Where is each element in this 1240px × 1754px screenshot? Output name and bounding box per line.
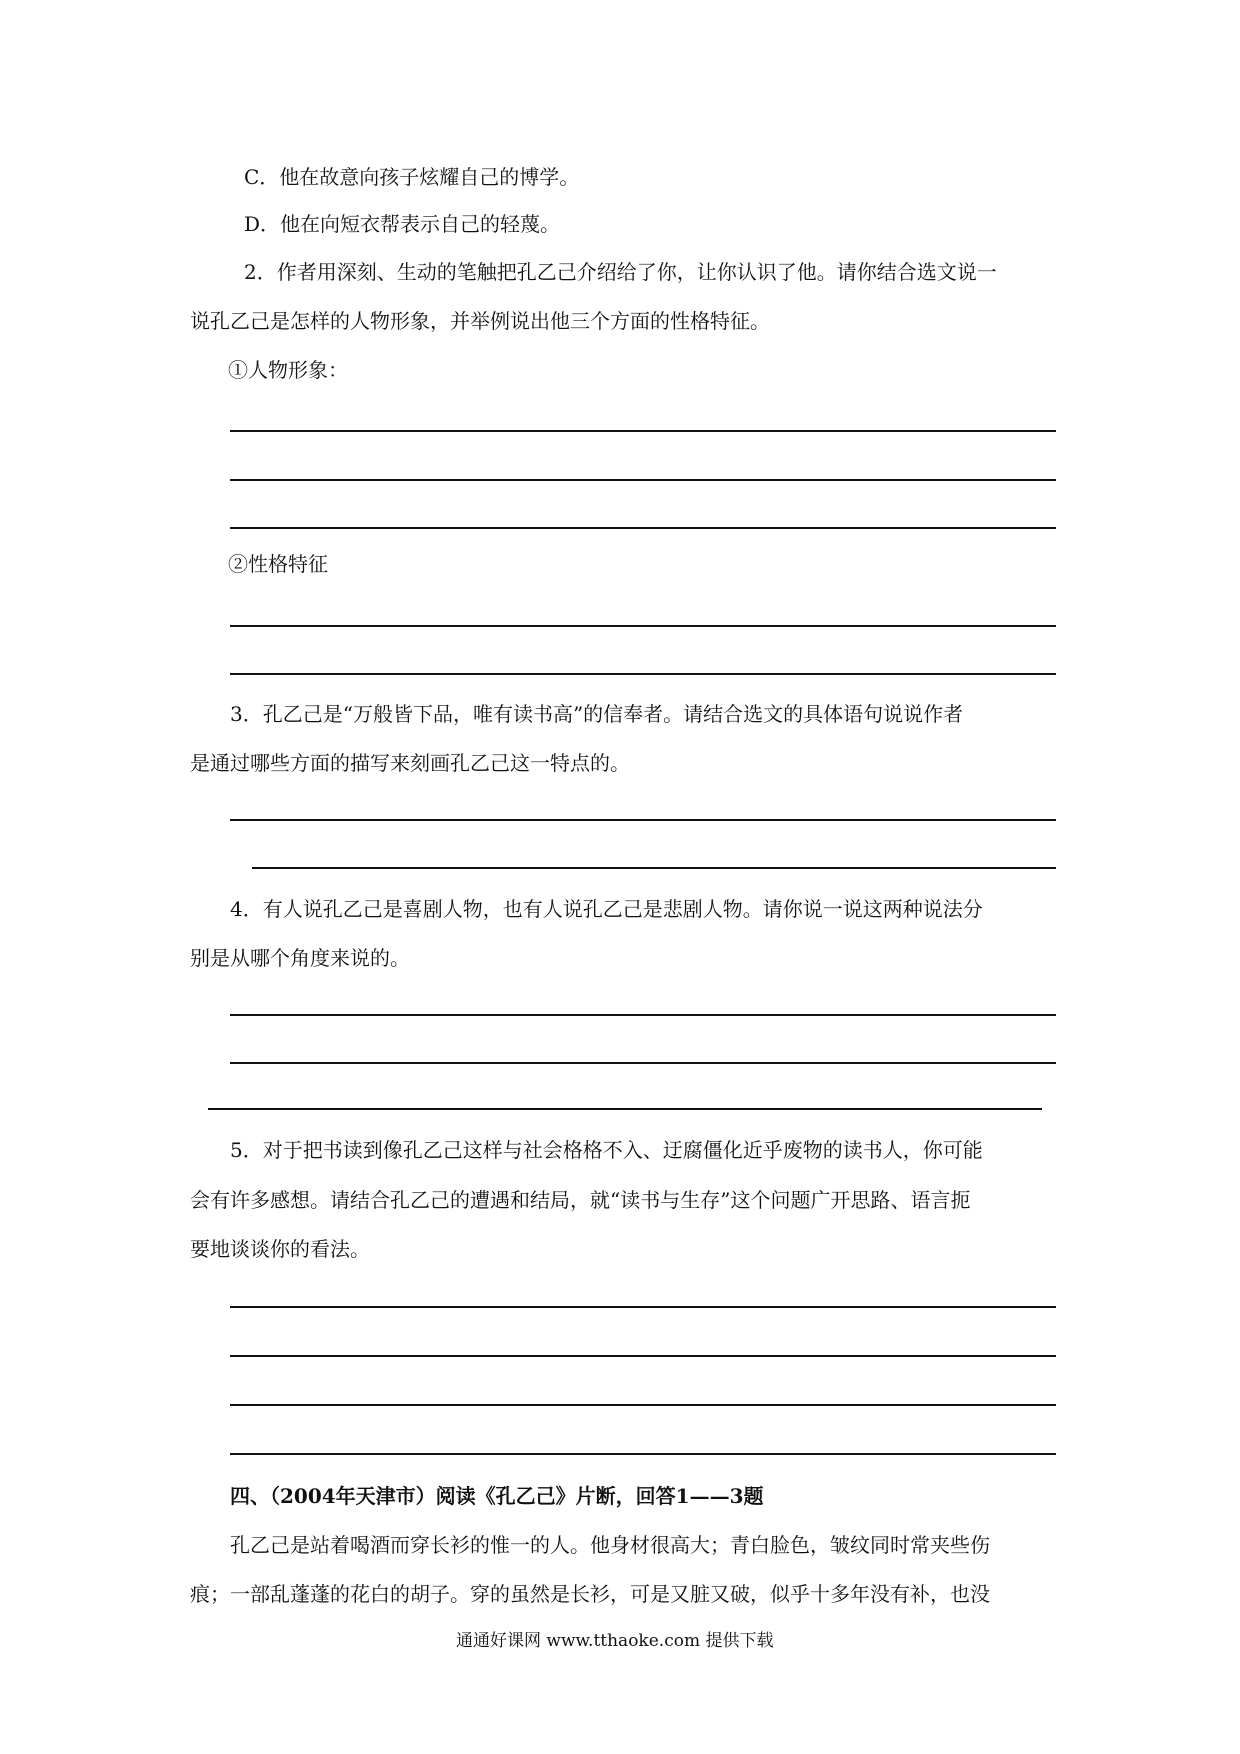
answer-line[interactable] xyxy=(230,527,1056,529)
answer-line[interactable] xyxy=(230,1453,1056,1455)
question-2-line-2: 说孔乙己是怎样的人物形象，并举例说出他三个方面的性格特征。 xyxy=(190,309,770,333)
answer-line[interactable] xyxy=(230,1062,1056,1064)
answer-line[interactable] xyxy=(230,430,1056,432)
answer-line[interactable] xyxy=(230,673,1056,675)
passage-line-2: 痕；一部乱蓬蓬的花白的胡子。穿的虽然是长衫，可是又脏又破，似乎十多年没有补，也没 xyxy=(190,1582,990,1606)
question-3-line-2: 是通过哪些方面的描写来刻画孔乙己这一特点的。 xyxy=(190,751,630,775)
question-2-sub-2: ②性格特征 xyxy=(228,552,328,576)
answer-line[interactable] xyxy=(230,625,1056,627)
passage-line-1: 孔乙己是站着喝酒而穿长衫的惟一的人。他身材很高大；青白脸色，皱纹同时常夹些伤 xyxy=(230,1533,990,1557)
answer-line[interactable] xyxy=(230,1404,1056,1406)
answer-line[interactable] xyxy=(230,1306,1056,1308)
question-5-line-1: 5．对于把书读到像孔乙己这样与社会格格不入、迂腐僵化近乎废物的读书人，你可能 xyxy=(230,1138,983,1162)
question-4-line-1: 4．有人说孔乙己是喜剧人物，也有人说孔乙己是悲剧人物。请你说一说这两种说法分 xyxy=(230,897,983,921)
section-heading: 四、（2004年天津市）阅读《孔乙己》片断，回答1——3题 xyxy=(230,1484,764,1508)
question-2-line-1: 2．作者用深刻、生动的笔触把孔乙己介绍给了你，让你认识了他。请你结合选文说一 xyxy=(244,260,997,284)
answer-line[interactable] xyxy=(208,1108,1042,1110)
answer-line[interactable] xyxy=(230,819,1056,821)
answer-line[interactable] xyxy=(252,867,1056,869)
answer-line[interactable] xyxy=(230,479,1056,481)
question-5-line-3: 要地谈谈你的看法。 xyxy=(190,1237,370,1261)
question-3-line-1: 3．孔乙己是“万般皆下品，唯有读书高”的信奉者。请结合选文的具体语句说说作者 xyxy=(230,702,964,726)
question-4-line-2: 别是从哪个角度来说的。 xyxy=(190,946,410,970)
question-5-line-2: 会有许多感想。请结合孔乙己的遭遇和结局，就“读书与生存”这个问题广开思路、语言扼 xyxy=(190,1188,971,1212)
answer-line[interactable] xyxy=(230,1014,1056,1016)
option-d: D．他在向短衣帮表示自己的轻蔑。 xyxy=(244,212,561,236)
question-2-sub-1: ①人物形象： xyxy=(228,358,348,382)
option-c: C．他在故意向孩子炫耀自己的博学。 xyxy=(244,165,580,189)
page-footer: 通通好课网 www.tthaoke.com 提供下载 xyxy=(456,1631,774,1651)
answer-line[interactable] xyxy=(230,1355,1056,1357)
